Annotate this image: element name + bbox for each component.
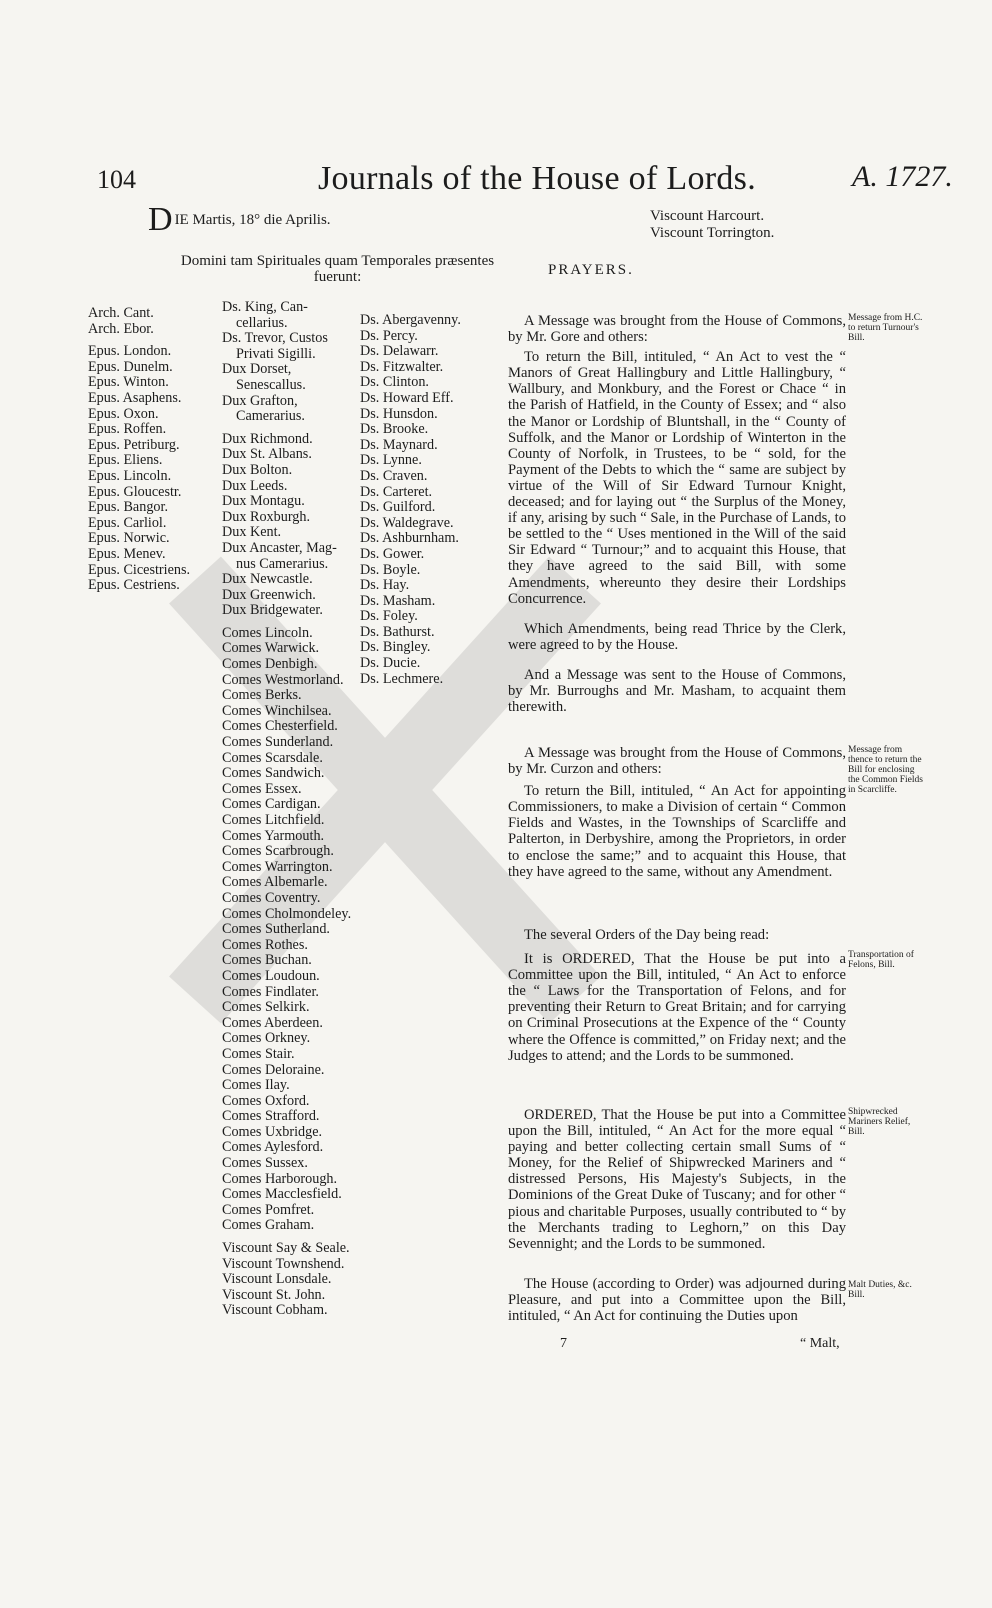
lords-column-bishops	[88, 306, 190, 594]
lord-name: Arch. Ebor.	[88, 320, 154, 337]
catchword: “ Malt,	[800, 1336, 840, 1351]
lord-name: Comes Aylesford.	[222, 1139, 324, 1156]
lord-name: Ds. Foley.	[360, 608, 418, 625]
lord-name: Comes Scarsdale.	[222, 749, 323, 766]
lord-name: Epus. Oxon.	[88, 405, 159, 422]
lord-name: Ds. Brooke.	[360, 421, 429, 438]
lord-name: Comes Buchan.	[222, 952, 312, 969]
lord-name: Epus. Dunelm.	[88, 358, 173, 375]
lord-name: Ds. Hay.	[360, 577, 410, 594]
session-date	[148, 201, 331, 238]
page-number: 104	[97, 165, 136, 194]
lord-name: Comes Pomfret.	[222, 1201, 315, 1218]
viscounts-top	[650, 208, 774, 242]
lord-name: Comes Oxford.	[222, 1092, 310, 1109]
lord-name: Ds. Ducie.	[360, 655, 421, 672]
lord-name: Comes Aberdeen.	[222, 1014, 323, 1031]
lord-name: Dux Roxburgh.	[222, 508, 311, 525]
paragraph: To return the Bill, intituled, “ An Act for appointing Commissioners, to make a Division of certain “ Common Fields and Wastes, in the Townships of Scarcliffe and Palterton, in Derbyshire, among the Proprietors, in order to enclose the same;” and to acquaint this House, that they have agreed to the same, without any Amendment.	[508, 783, 846, 880]
lord-name: Comes Albemarle.	[222, 874, 328, 891]
lord-name: Dux Bridgewater.	[222, 602, 323, 619]
lord-name: Comes Strafford.	[222, 1108, 320, 1125]
viscount-torrington: Viscount Torrington.	[650, 225, 775, 241]
lord-name: Ds. Clinton.	[360, 374, 429, 391]
lord-name: Dux Grafton,	[222, 392, 298, 409]
lord-name: Comes Stair.	[222, 1045, 295, 1062]
lord-name: Comes Sunderland.	[222, 734, 334, 751]
paragraph: ORDERED, That the House be put into a Committee upon the Bill, intituled, “ An Act for the more equal “ paying and better collecting certain small Sums of “ Money, for the Relief of Shipwrecked Mariners and “ distressed Persons, His Majesty's Subjects, in the Dominions of the Great Duke of Tuscany; and for other “ pious and charitable Purposes, usually contributed to “ by the Merchants trading to Leghorn,” on this Day Sevennight; and the Lords to be summoned.	[508, 1107, 846, 1252]
entry-malt-bill	[508, 1276, 846, 1324]
lords-column-barons	[360, 313, 461, 687]
paragraph: The House (according to Order) was adjourned during Pleasure, and put into a Committee upon the Bill, intituled, “ An Act for continuing the Duties upon	[508, 1276, 846, 1325]
margin-note: Transportation of Felons, Bill.	[848, 950, 914, 970]
lord-name: Comes Coventry.	[222, 889, 321, 906]
lord-name: Ds. King, Can-	[222, 299, 308, 315]
signature-mark: 7	[560, 1336, 567, 1351]
lord-name: Epus. London.	[88, 343, 172, 360]
lord-name: Epus. Lincoln.	[88, 467, 172, 484]
lord-name: Ds. Bingley.	[360, 639, 431, 656]
entry-scarcliffe-bill	[508, 745, 846, 880]
lord-name: Dux St. Albans.	[222, 446, 312, 463]
lord-name: Viscount Say & Seale.	[222, 1240, 350, 1257]
lord-name: Ds. Craven.	[360, 467, 428, 484]
lord-name: Epus. Gloucestr.	[88, 483, 182, 500]
lord-name: Comes Sussex.	[222, 1155, 308, 1172]
paragraph: A Message was brought from the House of Commons, by Mr. Gore and others:	[508, 313, 846, 346]
margin-note: Shipwrecked Mariners Relief, Bill.	[848, 1107, 911, 1137]
lord-name: Ds. Percy.	[360, 327, 418, 344]
paragraph: And a Message was sent to the House of Commons, by Mr. Burroughs and Mr. Masham, to acquaint them therewith.	[508, 666, 846, 716]
lord-name: Epus. Winton.	[88, 374, 169, 391]
lord-name: Epus. Eliens.	[88, 452, 163, 469]
lord-name: Arch. Cant.	[88, 305, 154, 321]
lord-name: Ds. Lechmere.	[360, 670, 444, 687]
lord-name: Comes Loudoun.	[222, 967, 320, 984]
lord-name: Ds. Howard Eff.	[360, 389, 454, 406]
margin-note: Message from thence to return the Bill for enclosing the Common Fields in Scarcliffe.	[848, 745, 923, 795]
lord-name: Comes Winchilsea.	[222, 702, 332, 719]
lord-name: Camerarius.	[236, 408, 305, 425]
prayers-heading: PRAYERS.	[548, 262, 634, 278]
lord-name: Ds. Ashburnham.	[360, 530, 459, 547]
lord-name: Ds. Lynne.	[360, 452, 422, 469]
paragraph: Which Amendments, being read Thrice by the Clerk, were agreed to by the House.	[508, 620, 846, 653]
lord-name: Ds. Gower.	[360, 545, 425, 562]
lord-name: Epus. Bangor.	[88, 499, 168, 516]
lord-name: Comes Essex.	[222, 780, 302, 797]
lord-name: Ds. Fitzwalter.	[360, 358, 444, 375]
lord-name: Comes Selkirk.	[222, 999, 310, 1016]
lord-name: Comes Macclesfield.	[222, 1186, 342, 1203]
lord-name: Epus. Carliol.	[88, 514, 167, 531]
lord-name: Ds. Maynard.	[360, 436, 438, 453]
lord-name: Ds. Boyle.	[360, 561, 421, 578]
lord-name: Ds. Abergavenny.	[360, 312, 461, 328]
lord-name: Ds. Hunsdon.	[360, 405, 438, 422]
entry-mariners-bill	[508, 1107, 846, 1252]
lord-name: cellarius.	[236, 314, 288, 331]
lord-name: Comes Westmorland.	[222, 671, 344, 688]
lord-name: Epus. Roffen.	[88, 421, 167, 438]
margin-note: Malt Duties, &c. Bill.	[848, 1280, 912, 1300]
lord-name: Epus. Petriburg.	[88, 436, 180, 453]
paragraph: To return the Bill, intituled, “ An Act to vest the “ Manors of Great Hallingbury and Little Hallingbury, “ Wallbury, and Monkbury, and the Forest or Chace “ in the Parish of Hatfield, in the County of Essex; and “ also the Manor or Lordship of Bluntshall, in the “ County of Suffolk, and the Manor or Lordship of Winterton in the County of Norfolk, in Trustees, to be “ sold, for the Payment of the Debts to which the “ same are subject by virtue of the Will of Sir Edward Turnour Knight, deceased; and for laying out “ the Surplus of the Money, if any, arising by such “ Sale, in the Purchase of Lands, to be settled to the “ Uses mentioned in the Will of the said Sir Edward “ Turnour;” and to acquaint this House, that they have agreed to the said Bill, with some Amendments, whereunto they desire their Lordships Concurrence.	[508, 349, 846, 607]
lord-name: Ds. Trevor, Custos	[222, 330, 328, 347]
viscount-harcourt: Viscount Harcourt.	[650, 208, 765, 224]
lord-name: Comes Cholmondeley.	[222, 905, 352, 922]
lord-name: Comes Lincoln.	[222, 624, 313, 641]
lord-name: Viscount Townshend.	[222, 1255, 345, 1272]
lord-name: Viscount St. John.	[222, 1286, 326, 1303]
lord-name: Ds. Bathurst.	[360, 623, 435, 640]
lord-name: Comes Graham.	[222, 1217, 315, 1234]
lord-name: Comes Warrington.	[222, 858, 333, 875]
lord-name: Epus. Cestriens.	[88, 577, 180, 594]
lord-name: Comes Findlater.	[222, 983, 319, 1000]
page-year: A. 1727.	[852, 160, 953, 193]
lord-name: Privati Sigilli.	[236, 345, 316, 362]
lord-name: Comes Orkney.	[222, 1030, 311, 1047]
lord-name: Comes Deloraine.	[222, 1061, 325, 1078]
lord-name: Dux Dorset,	[222, 361, 292, 378]
lord-name: Comes Litchfield.	[222, 812, 325, 828]
entry-felons-bill	[508, 927, 846, 1064]
date-line: IE Martis, 18° die Aprilis.	[174, 212, 331, 228]
lord-name: Viscount Cobham.	[222, 1302, 328, 1319]
lord-name: Comes Yarmouth.	[222, 827, 325, 844]
lord-name: Comes Chesterfield.	[222, 718, 338, 735]
lord-name: Comes Sutherland.	[222, 921, 330, 938]
page-title: Journals of the House of Lords.	[318, 160, 757, 197]
lord-name: Comes Uxbridge.	[222, 1123, 323, 1140]
lord-name: Viscount Lonsdale.	[222, 1271, 332, 1288]
lord-name: Comes Warwick.	[222, 640, 320, 657]
paragraph: The several Orders of the Day being read:	[524, 927, 770, 943]
margin-note: Message from H.C. to return Turnour's Bill.	[848, 313, 923, 343]
lord-name: nus Camerarius.	[236, 555, 329, 572]
lord-name: Epus. Asaphens.	[88, 389, 182, 406]
paragraph: A Message was brought from the House of Commons, by Mr. Curzon and others:	[508, 745, 846, 778]
lord-name: Dux Kent.	[222, 524, 282, 541]
lord-name: Comes Cardigan.	[222, 796, 321, 813]
lord-name: Dux Ancaster, Mag-	[222, 539, 337, 556]
lord-name: Comes Ilay.	[222, 1077, 290, 1094]
lord-name: Dux Greenwich.	[222, 586, 316, 603]
lord-name: Comes Denbigh.	[222, 656, 318, 673]
lord-name: Comes Scarbrough.	[222, 843, 334, 860]
lord-name: Dux Newcastle.	[222, 571, 313, 588]
entry-turnour-bill	[508, 313, 846, 715]
lord-name: Comes Berks.	[222, 687, 302, 704]
lord-name: Dux Leeds.	[222, 477, 288, 494]
lords-column-dukes-earls	[222, 300, 351, 1319]
lord-name: Ds. Guilford.	[360, 499, 436, 516]
lord-name: Dux Bolton.	[222, 461, 293, 478]
lord-name: Comes Sandwich.	[222, 765, 325, 782]
lord-name: Ds. Waldegrave.	[360, 514, 454, 531]
lord-name: Epus. Menev.	[88, 545, 166, 562]
lord-name: Ds. Delawarr.	[360, 343, 439, 360]
lord-name: Ds. Carteret.	[360, 483, 433, 500]
lord-name: Senescallus.	[236, 376, 306, 393]
lord-name: Dux Montagu.	[222, 493, 305, 510]
lord-name: Ds. Masham.	[360, 592, 436, 609]
present-heading: Domini tam Spirituales quam Temporales præsentes fuerunt:	[180, 253, 495, 285]
paragraph: It is ORDERED, That the House be put into a Committee upon the Bill, intituled, “ An Act to enforce the “ Laws for the Transportation of Felons, and for preventing their Return to Great Britain; and for carrying on Criminal Prosecutions at the Expence of the “ County where the Offence is committed,” on Friday next; and the Judges to attend; and the Lords to be summoned.	[508, 951, 846, 1064]
lord-name: Dux Richmond.	[222, 430, 313, 447]
drop-cap: D	[148, 201, 173, 238]
lord-name: Comes Rothes.	[222, 936, 308, 953]
lord-name: Epus. Cicestriens.	[88, 561, 191, 578]
lord-name: Epus. Norwic.	[88, 530, 170, 547]
lord-name: Comes Harborough.	[222, 1170, 338, 1187]
